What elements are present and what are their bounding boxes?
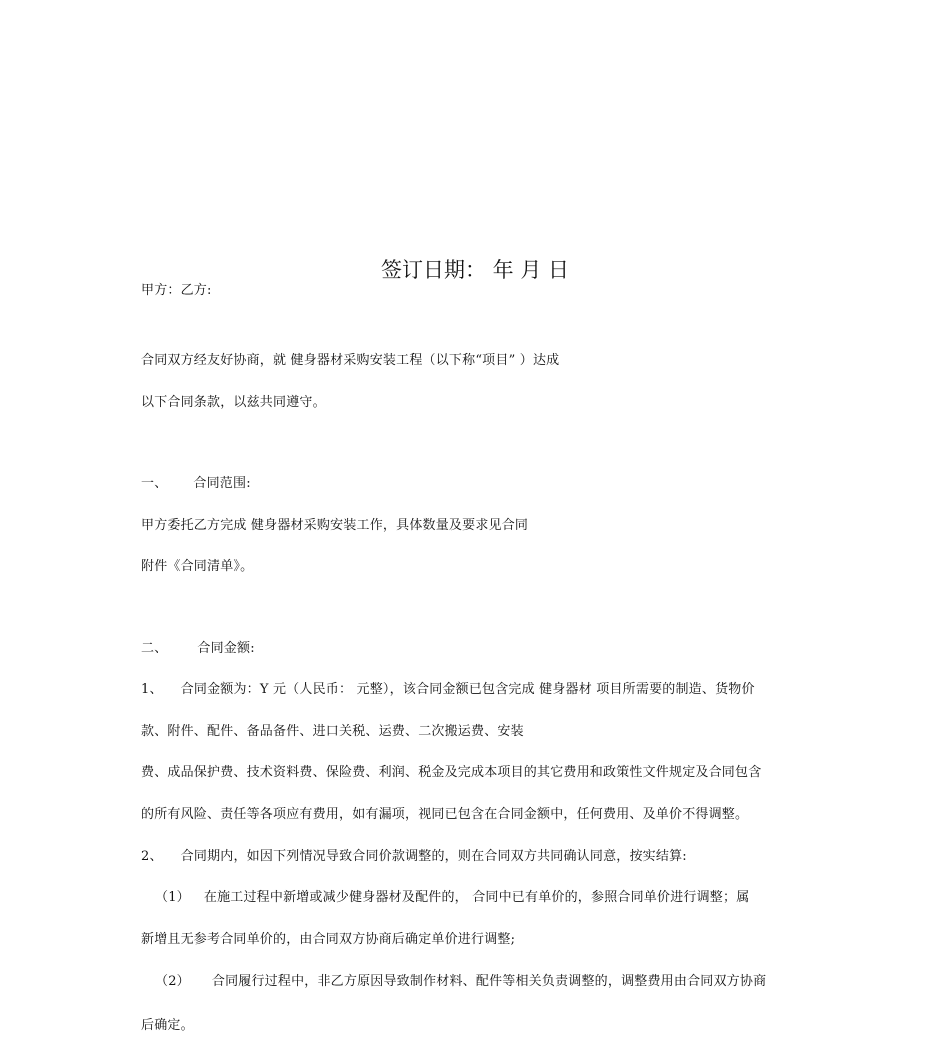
item-1-line-4: 的所有风险、责任等各项应有费用，如有漏项，视同已包含在合同金额中，任何费用、及单价不得调整。 — [141, 807, 749, 822]
sub-item-1-text: 在施工过程中新增或减少健身器材及配件的， 合同中已有单价的，参照合同单价进行调整；属 — [203, 890, 750, 905]
section-2-label: 合同金额: — [197, 641, 255, 656]
intro-line-1: 合同双方经友好协商，就 健身器材采购安装工程（以下称“项目” ）达成 — [141, 353, 560, 368]
sub-item-1-line-2: 新增且无参考合同单价的，由合同双方协商后确定单价进行调整; — [141, 932, 516, 947]
sub-item-2-line-2: 后确定。 — [141, 1018, 194, 1033]
signing-date-title: 签订日期： 年 月 日 — [380, 258, 570, 282]
section-1-body-line-2: 附件《合同清单》。 — [141, 559, 254, 574]
item-2-text: 合同期内，如因下列情况导致合同价款调整的，则在合同双方共同确认同意，按实结算: — [180, 849, 687, 864]
sub-item-1-line-1 — [155, 890, 749, 906]
item-1-line-1 — [141, 682, 755, 698]
item-2-number: 2、 — [141, 849, 163, 864]
section-1-number: 一、 — [141, 476, 168, 491]
item-1-number: 1、 — [141, 682, 163, 697]
item-1-line-2: 款、附件、配件、备品备件、进口关税、运费、二次搬运费、安装 — [141, 724, 524, 739]
item-2-line-1 — [141, 849, 687, 865]
parties-line: 甲方：乙方: — [141, 283, 212, 298]
section-1-heading — [141, 476, 251, 492]
item-1-line-3: 费、成品保护费、技术资料费、保险费、利润、税金及完成本项目的其它费用和政策性文件规定及合同包含 — [141, 765, 762, 780]
sub-item-2-number: （2） — [155, 974, 190, 989]
item-1-text: 合同金额为：Y 元（人民币： 元整），该合同金额已包含完成 健身器材 项目所需要的制造、货物价 — [180, 682, 755, 697]
section-2-number: 二、 — [141, 641, 168, 656]
section-1-label: 合同范围: — [193, 476, 251, 491]
section-2-heading — [141, 641, 255, 657]
intro-line-2: 以下合同条款，以兹共同遵守。 — [141, 395, 326, 410]
section-1-body-line-1: 甲方委托乙方完成 健身器材采购安装工作，具体数量及要求见合同 — [141, 518, 529, 533]
sub-item-2-line-1 — [155, 974, 766, 990]
sub-item-2-text: 合同履行过程中，非乙方原因导致制作材料、配件等相关负责调整的，调整费用由合同双方协商 — [211, 974, 767, 989]
sub-item-1-number: （1） — [155, 890, 190, 905]
